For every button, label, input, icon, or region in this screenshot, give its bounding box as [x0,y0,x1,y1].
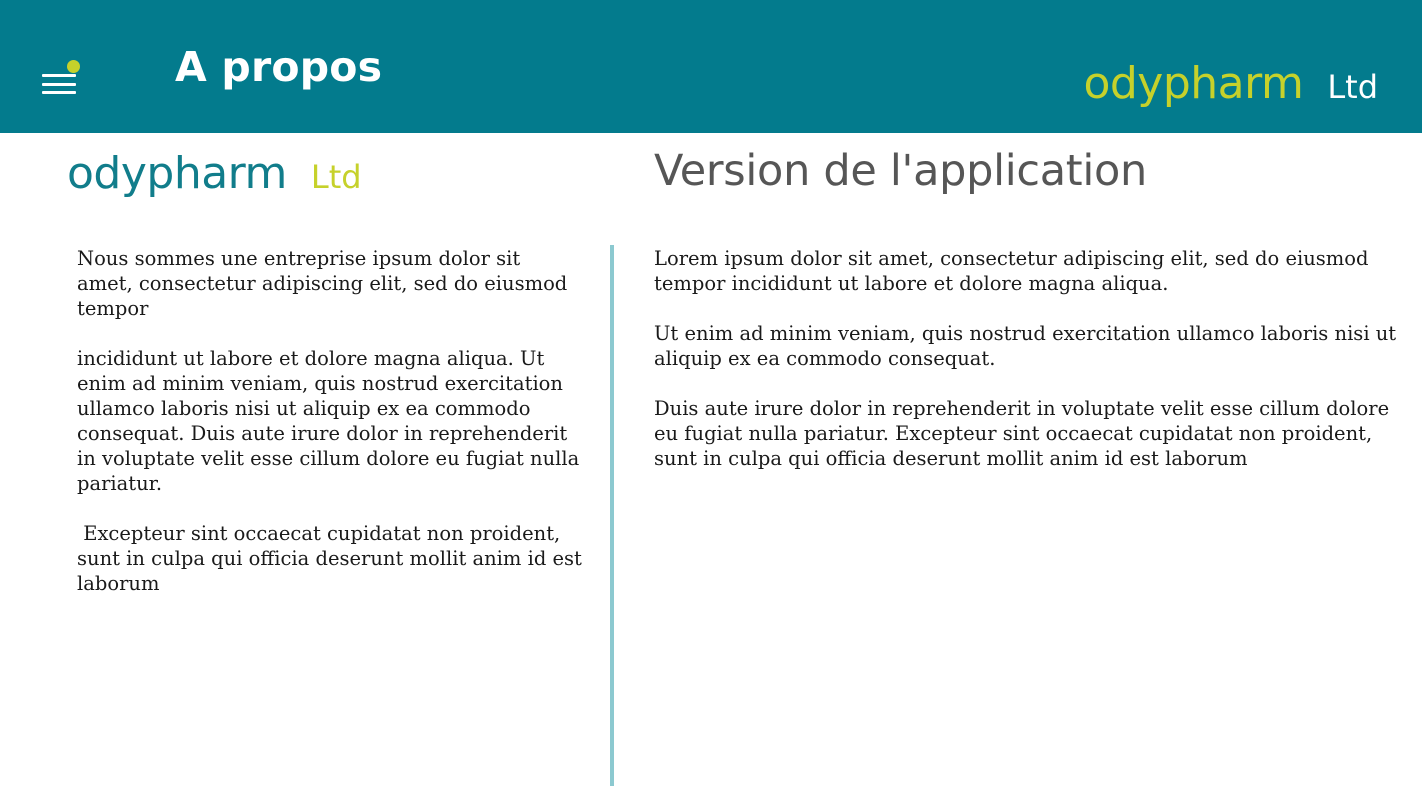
app-version-description [654,246,1416,496]
notification-dot-icon [67,60,80,73]
company-paragraph-1: Nous sommes une entreprise ipsum dolor sit amet, consectetur adipiscing elit, sed do eiusmod tempor [77,247,568,320]
app-version-heading: Version de l'application [654,146,1147,196]
company-brand-suffix: Ltd [310,158,362,196]
column-divider [610,245,614,786]
app-bar [0,0,1422,133]
version-paragraph-1: Lorem ipsum dolor sit amet, consectetur adipiscing elit, sed do eiusmod tempor incididunt ut labore et dolore magna aliqua. [654,247,1369,295]
company-brand [67,148,362,199]
hamburger-menu-icon [42,74,76,77]
header-brand-logo [1083,58,1378,109]
menu-button[interactable] [38,58,84,98]
header-brand-suffix: Ltd [1327,68,1378,106]
header-brand-name: odypharm [1083,58,1304,109]
company-brand-name: odypharm [67,148,287,199]
version-paragraph-2: Ut enim ad minim veniam, quis nostrud exercitation ullamco laboris nisi ut aliquip ex ea commodo consequat. [654,322,1397,370]
company-paragraph-2: incididunt ut labore et dolore magna aliqua. Ut enim ad minim veniam, quis nostrud exercitation ullamco laboris nisi ut aliquip ex ea commodo consequat. Duis aute irure dolor in reprehenderit in voluptate velit esse cillum dolore eu fugiat nulla pariatur. [77,347,580,495]
company-paragraph-3: Excepteur sint occaecat cupidatat non proident, sunt in culpa qui officia deserunt mollit anim id est laborum [77,522,589,595]
company-description [77,246,589,621]
page-title: A propos [175,43,383,91]
version-paragraph-3: Duis aute irure dolor in reprehenderit in voluptate velit esse cillum dolore eu fugiat nulla pariatur. Excepteur sint occaecat cupidatat non proident, sunt in culpa qui officia deserunt mollit anim id est laborum [654,397,1390,470]
hamburger-menu-icon-line [42,91,76,94]
hamburger-menu-icon-line [42,83,76,86]
